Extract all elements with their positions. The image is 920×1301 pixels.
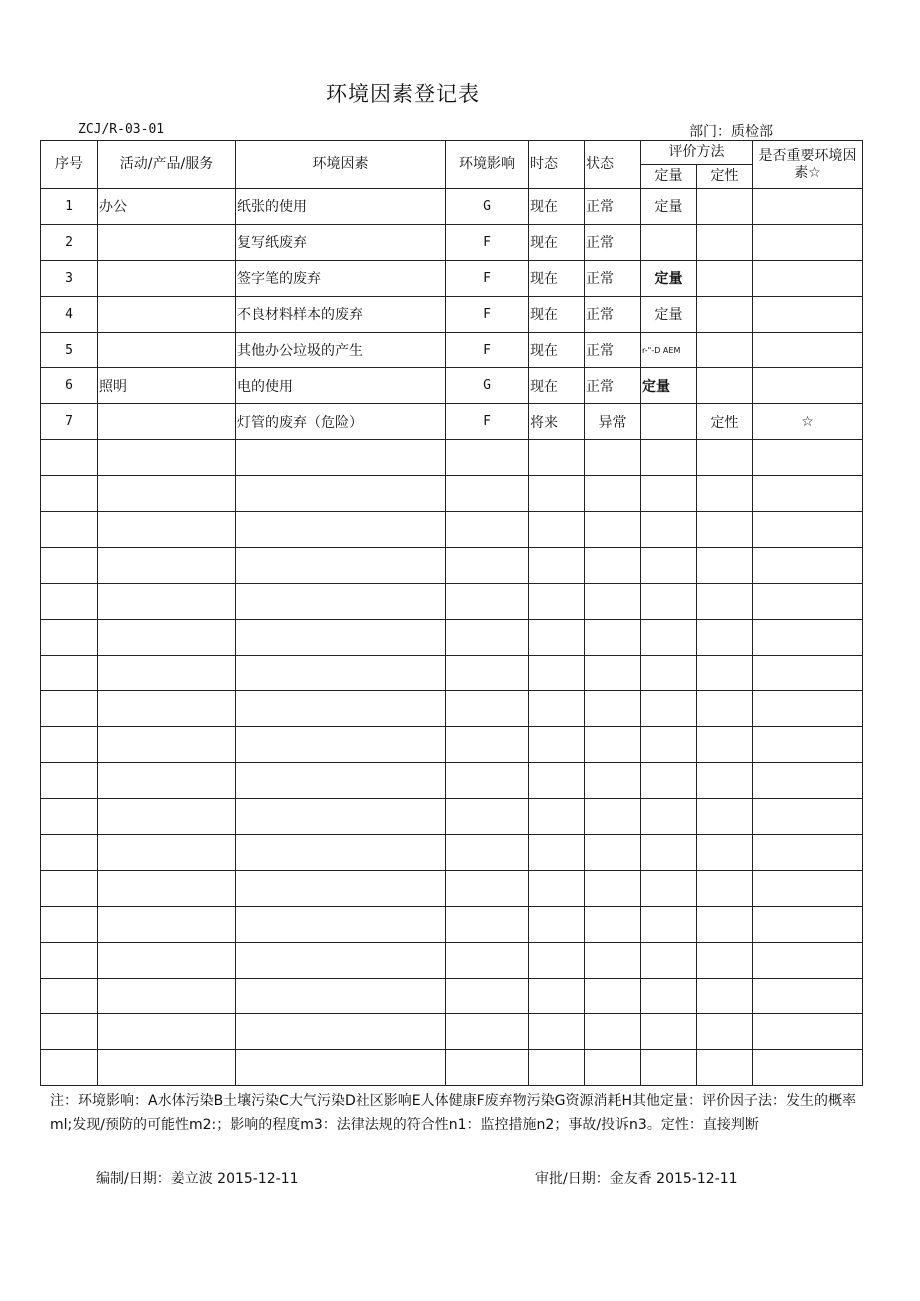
cell-significant — [753, 691, 863, 727]
cell-significant — [753, 655, 863, 691]
cell-significant — [753, 296, 863, 332]
table-row — [41, 942, 863, 978]
table-row — [41, 583, 863, 619]
cell-factor — [236, 835, 446, 871]
cell-activity — [98, 332, 236, 368]
header-state: 状态 — [585, 141, 641, 189]
cell-tense: 将来 — [529, 404, 585, 440]
cell-impact — [446, 440, 529, 476]
header-eval-method: 评价方法 — [641, 141, 753, 165]
cell-seq — [41, 763, 98, 799]
table-row — [41, 332, 863, 368]
cell-seq — [41, 655, 98, 691]
cell-qualitative: 定性 — [697, 404, 753, 440]
cell-factor — [236, 978, 446, 1014]
cell-activity — [98, 727, 236, 763]
cell-significant — [753, 368, 863, 404]
cell-quantitative — [641, 799, 697, 835]
cell-quantitative — [641, 835, 697, 871]
table-row — [41, 906, 863, 942]
cell-impact — [446, 835, 529, 871]
cell-significant — [753, 583, 863, 619]
cell-quantitative: 定量 — [641, 189, 697, 225]
cell-impact — [446, 1050, 529, 1086]
cell-impact: G — [446, 368, 529, 404]
cell-qualitative — [697, 942, 753, 978]
cell-state — [585, 799, 641, 835]
header-seq: 序号 — [41, 141, 98, 189]
cell-activity — [98, 1050, 236, 1086]
cell-seq: 7 — [41, 404, 98, 440]
cell-factor — [236, 440, 446, 476]
cell-state: 正常 — [585, 332, 641, 368]
cell-tense: 现在 — [529, 368, 585, 404]
table-row — [41, 404, 863, 440]
header-significant: 是否重要环境因素☆ — [753, 141, 863, 189]
table-row — [41, 512, 863, 548]
cell-state — [585, 619, 641, 655]
cell-tense — [529, 906, 585, 942]
cell-seq: 1 — [41, 189, 98, 225]
cell-qualitative — [697, 189, 753, 225]
cell-activity — [98, 296, 236, 332]
table-row — [41, 1014, 863, 1050]
table-row — [41, 655, 863, 691]
cell-seq — [41, 835, 98, 871]
cell-significant — [753, 978, 863, 1014]
cell-factor — [236, 942, 446, 978]
cell-tense — [529, 1014, 585, 1050]
cell-tense — [529, 655, 585, 691]
cell-significant — [753, 224, 863, 260]
cell-tense — [529, 727, 585, 763]
department-line — [689, 121, 773, 141]
cell-impact: F — [446, 296, 529, 332]
cell-activity — [98, 619, 236, 655]
table-row — [41, 870, 863, 906]
cell-significant — [753, 799, 863, 835]
cell-qualitative — [697, 512, 753, 548]
cell-impact: G — [446, 189, 529, 225]
cell-seq — [41, 1050, 98, 1086]
cell-tense — [529, 547, 585, 583]
cell-tense — [529, 763, 585, 799]
cell-impact — [446, 763, 529, 799]
cell-tense: 现在 — [529, 224, 585, 260]
cell-significant — [753, 835, 863, 871]
cell-impact — [446, 870, 529, 906]
cell-state — [585, 1050, 641, 1086]
table-row — [41, 978, 863, 1014]
cell-qualitative — [697, 547, 753, 583]
cell-factor — [236, 655, 446, 691]
cell-tense — [529, 870, 585, 906]
cell-seq: 5 — [41, 332, 98, 368]
cell-significant — [753, 440, 863, 476]
cell-quantitative — [641, 1014, 697, 1050]
cell-quantitative — [641, 547, 697, 583]
cell-state: 异常 — [585, 404, 641, 440]
cell-tense — [529, 440, 585, 476]
cell-significant — [753, 870, 863, 906]
cell-significant — [753, 1050, 863, 1086]
cell-quantitative — [641, 1050, 697, 1086]
cell-factor — [236, 1050, 446, 1086]
cell-impact — [446, 512, 529, 548]
cell-state — [585, 835, 641, 871]
cell-seq — [41, 870, 98, 906]
cell-state — [585, 870, 641, 906]
table-row — [41, 691, 863, 727]
cell-qualitative — [697, 440, 753, 476]
cell-quantitative: 定量 — [641, 260, 697, 296]
cell-factor — [236, 619, 446, 655]
cell-impact — [446, 583, 529, 619]
cell-factor — [236, 727, 446, 763]
cell-state: 正常 — [585, 368, 641, 404]
cell-activity — [98, 799, 236, 835]
cell-quantitative: 定量 — [641, 368, 697, 404]
cell-seq: 6 — [41, 368, 98, 404]
table-row — [41, 547, 863, 583]
cell-quantitative — [641, 870, 697, 906]
cell-factor: 纸张的使用 — [236, 189, 446, 225]
cell-seq: 4 — [41, 296, 98, 332]
cell-quantitative — [641, 691, 697, 727]
cell-factor — [236, 763, 446, 799]
legend-note: 注：环境影响：A水体污染B土壤污染C大气污染D社区影响E人体健康F废弃物污染G资源消耗H其他定量：评价因子法：发生的概率ml;发现/预防的可能性m2:；影响的程度m3：法律法规的符合性n1：监控措施n2；事故/投诉n3。定性：直接判断 — [50, 1093, 857, 1133]
header-impact: 环境影响 — [446, 141, 529, 189]
cell-activity — [98, 1014, 236, 1050]
cell-seq — [41, 691, 98, 727]
cell-seq — [41, 942, 98, 978]
cell-quantitative — [641, 655, 697, 691]
table-row — [41, 296, 863, 332]
cell-qualitative — [697, 763, 753, 799]
table-row — [41, 368, 863, 404]
table-row — [41, 1050, 863, 1086]
cell-significant — [753, 619, 863, 655]
cell-state — [585, 440, 641, 476]
cell-impact — [446, 691, 529, 727]
cell-tense — [529, 1050, 585, 1086]
cell-qualitative — [697, 1050, 753, 1086]
department-label: 部门： — [689, 124, 731, 140]
cell-qualitative — [697, 978, 753, 1014]
page-title: 环境因素登记表 — [326, 82, 480, 106]
cell-state — [585, 476, 641, 512]
cell-state — [585, 763, 641, 799]
table-row — [41, 260, 863, 296]
cell-state: 正常 — [585, 260, 641, 296]
cell-seq — [41, 1014, 98, 1050]
cell-activity — [98, 978, 236, 1014]
cell-state — [585, 655, 641, 691]
header-quantitative: 定量 — [641, 165, 697, 189]
cell-seq — [41, 619, 98, 655]
cell-qualitative — [697, 260, 753, 296]
cell-activity — [98, 763, 236, 799]
cell-tense — [529, 691, 585, 727]
table-row — [41, 476, 863, 512]
cell-factor — [236, 512, 446, 548]
cell-quantitative — [641, 583, 697, 619]
cell-state: 正常 — [585, 189, 641, 225]
table-row — [41, 440, 863, 476]
cell-quantitative — [641, 476, 697, 512]
cell-factor — [236, 691, 446, 727]
approved-by: 审批/日期：金友香 2015-12-11 — [535, 1171, 738, 1187]
cell-factor — [236, 906, 446, 942]
cell-qualitative — [697, 224, 753, 260]
cell-factor — [236, 1014, 446, 1050]
cell-seq: 3 — [41, 260, 98, 296]
cell-tense — [529, 512, 585, 548]
cell-impact — [446, 1014, 529, 1050]
table-row — [41, 835, 863, 871]
cell-activity: 照明 — [98, 368, 236, 404]
cell-state — [585, 978, 641, 1014]
cell-impact — [446, 476, 529, 512]
table-row — [41, 224, 863, 260]
cell-quantitative — [641, 942, 697, 978]
cell-quantitative — [641, 512, 697, 548]
cell-factor — [236, 870, 446, 906]
cell-activity — [98, 835, 236, 871]
cell-quantitative — [641, 619, 697, 655]
cell-qualitative — [697, 476, 753, 512]
cell-impact: F — [446, 260, 529, 296]
table-row — [41, 763, 863, 799]
cell-qualitative — [697, 906, 753, 942]
cell-tense — [529, 799, 585, 835]
cell-qualitative — [697, 583, 753, 619]
header-factor: 环境因素 — [236, 141, 446, 189]
cell-significant — [753, 476, 863, 512]
cell-impact: F — [446, 404, 529, 440]
cell-quantitative — [641, 440, 697, 476]
cell-significant: ☆ — [753, 404, 863, 440]
department-value: 质检部 — [731, 124, 773, 140]
cell-seq — [41, 512, 98, 548]
table-row — [41, 727, 863, 763]
cell-factor: 电的使用 — [236, 368, 446, 404]
cell-tense — [529, 835, 585, 871]
cell-impact — [446, 906, 529, 942]
cell-impact — [446, 942, 529, 978]
cell-qualitative — [697, 835, 753, 871]
cell-state — [585, 691, 641, 727]
cell-activity — [98, 512, 236, 548]
header-activity: 活动/产品/服务 — [98, 141, 236, 189]
cell-significant — [753, 727, 863, 763]
table-row — [41, 189, 863, 225]
cell-state — [585, 727, 641, 763]
cell-activity — [98, 691, 236, 727]
cell-tense: 现在 — [529, 189, 585, 225]
cell-state — [585, 942, 641, 978]
cell-qualitative — [697, 296, 753, 332]
cell-significant — [753, 332, 863, 368]
cell-state — [585, 512, 641, 548]
cell-quantitative — [641, 978, 697, 1014]
cell-activity — [98, 906, 236, 942]
cell-qualitative — [697, 727, 753, 763]
cell-qualitative — [697, 619, 753, 655]
cell-state — [585, 583, 641, 619]
cell-impact — [446, 727, 529, 763]
cell-factor: 不良材料样本的废弃 — [236, 296, 446, 332]
cell-impact — [446, 978, 529, 1014]
cell-impact: F — [446, 224, 529, 260]
cell-factor — [236, 547, 446, 583]
cell-seq — [41, 583, 98, 619]
cell-factor — [236, 583, 446, 619]
cell-seq — [41, 440, 98, 476]
cell-tense — [529, 583, 585, 619]
cell-activity — [98, 583, 236, 619]
cell-qualitative — [697, 1014, 753, 1050]
cell-impact — [446, 799, 529, 835]
cell-qualitative — [697, 870, 753, 906]
cell-seq — [41, 799, 98, 835]
cell-state — [585, 1014, 641, 1050]
cell-seq — [41, 906, 98, 942]
register-table — [40, 140, 863, 1086]
cell-quantitative: 定量 — [641, 296, 697, 332]
header-tense: 时态 — [529, 141, 585, 189]
cell-activity — [98, 440, 236, 476]
cell-impact — [446, 547, 529, 583]
cell-factor: 其他办公垃圾的产生 — [236, 332, 446, 368]
cell-factor: 签字笔的废弃 — [236, 260, 446, 296]
cell-seq — [41, 476, 98, 512]
cell-significant — [753, 189, 863, 225]
cell-quantitative — [641, 404, 697, 440]
cell-factor — [236, 476, 446, 512]
cell-seq — [41, 547, 98, 583]
table-row — [41, 619, 863, 655]
cell-tense — [529, 476, 585, 512]
cell-tense: 现在 — [529, 332, 585, 368]
cell-qualitative — [697, 799, 753, 835]
cell-state: 正常 — [585, 296, 641, 332]
header-qualitative: 定性 — [697, 165, 753, 189]
cell-quantitative — [641, 727, 697, 763]
cell-state: 正常 — [585, 224, 641, 260]
cell-activity — [98, 476, 236, 512]
cell-factor: 复写纸废弃 — [236, 224, 446, 260]
cell-activity: 办公 — [98, 189, 236, 225]
cell-qualitative — [697, 691, 753, 727]
cell-tense — [529, 978, 585, 1014]
cell-quantitative — [641, 906, 697, 942]
cell-activity — [98, 224, 236, 260]
cell-activity — [98, 942, 236, 978]
cell-factor — [236, 799, 446, 835]
cell-impact: F — [446, 332, 529, 368]
cell-significant — [753, 906, 863, 942]
cell-quantitative: r-"-D AEM — [641, 332, 697, 368]
cell-seq — [41, 727, 98, 763]
cell-quantitative — [641, 224, 697, 260]
cell-qualitative — [697, 368, 753, 404]
cell-tense — [529, 619, 585, 655]
cell-qualitative — [697, 655, 753, 691]
cell-significant — [753, 547, 863, 583]
cell-activity — [98, 655, 236, 691]
cell-seq — [41, 978, 98, 1014]
cell-tense: 现在 — [529, 260, 585, 296]
table-row — [41, 799, 863, 835]
cell-tense — [529, 942, 585, 978]
cell-significant — [753, 1014, 863, 1050]
cell-qualitative — [697, 332, 753, 368]
cell-activity — [98, 870, 236, 906]
cell-impact — [446, 619, 529, 655]
compiled-by: 编制/日期：姜立波 2015-12-11 — [96, 1171, 299, 1187]
cell-impact — [446, 655, 529, 691]
cell-activity — [98, 547, 236, 583]
cell-activity — [98, 260, 236, 296]
cell-activity — [98, 404, 236, 440]
cell-state — [585, 906, 641, 942]
cell-significant — [753, 763, 863, 799]
cell-seq: 2 — [41, 224, 98, 260]
cell-state — [585, 547, 641, 583]
cell-significant — [753, 512, 863, 548]
cell-tense: 现在 — [529, 296, 585, 332]
document-code: ZCJ/R-03-01 — [78, 122, 165, 137]
cell-factor: 灯管的废弃（危险） — [236, 404, 446, 440]
cell-significant — [753, 942, 863, 978]
cell-quantitative — [641, 763, 697, 799]
cell-significant — [753, 260, 863, 296]
